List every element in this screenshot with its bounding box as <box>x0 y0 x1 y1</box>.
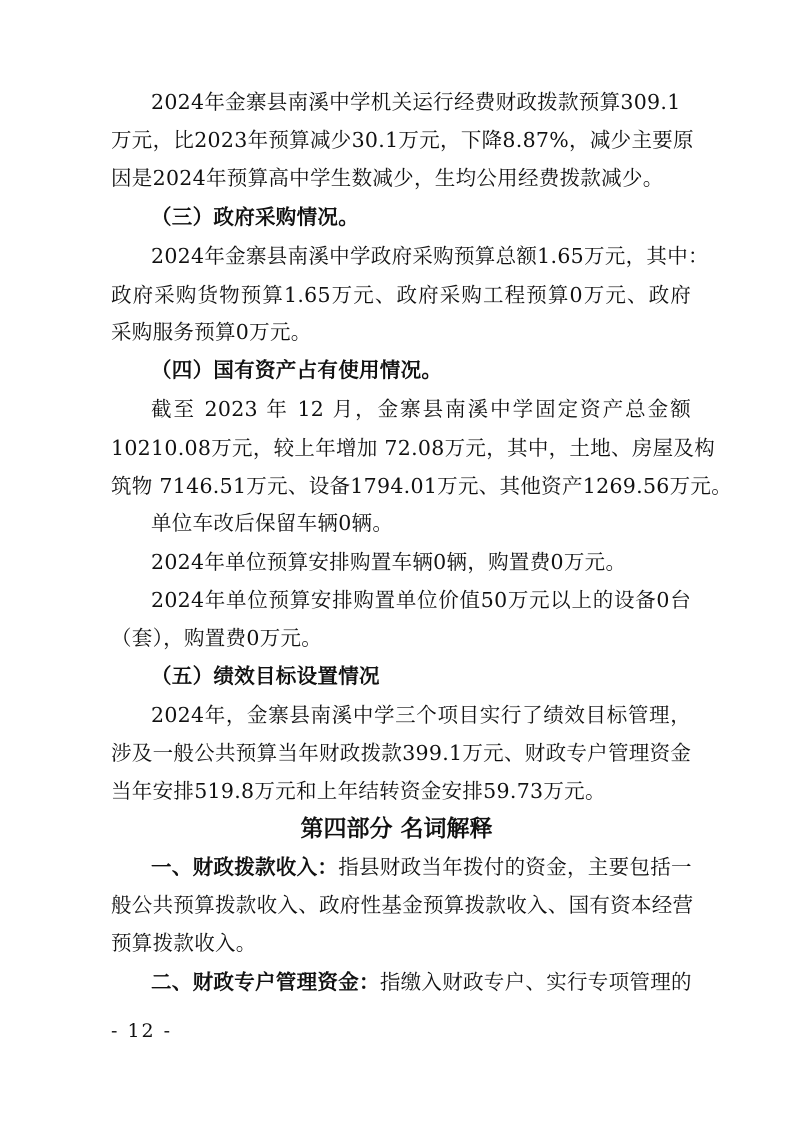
paragraph-text: 当年安排519.8万元和上年结转资金安排59.73万元。 <box>111 779 606 803</box>
paragraph-text: 2024年金寨县南溪中学政府采购预算总额1.65万元，其中： <box>151 244 709 268</box>
paragraph-text: 单位车改后保留车辆0辆。 <box>151 511 394 535</box>
definition-term: 一、财政拨款收入： <box>151 855 339 879</box>
definition-text: 预算拨款收入。 <box>111 931 257 955</box>
paragraph-text: 采购服务预算0万元。 <box>111 320 312 344</box>
paragraph-text: 2024年单位预算安排购置车辆0辆，购置费0万元。 <box>151 550 627 574</box>
subsection-heading: （五）绩效目标设置情况 <box>151 664 380 688</box>
subsection-heading: （四）国有资产占有使用情况。 <box>151 358 443 382</box>
paragraph-text: （套），购置费0万元。 <box>111 626 323 650</box>
paragraph-text: 万元，比2023年预算减少30.1万元，下降8.87%，减少主要原 <box>111 128 694 152</box>
definition-text: 指缴入财政专户、实行专项管理的 <box>379 970 692 994</box>
page-number: - 12 - <box>111 1020 173 1042</box>
definition-text: 般公共预算拨款收入、政府性基金预算拨款收入、国有资本经营 <box>111 893 694 917</box>
paragraph-text: 2024年金寨县南溪中学机关运行经费财政拨款预算309.1 <box>151 90 681 114</box>
paragraph-text: 筑物 7146.51万元、设备1794.01万元、其他资产1269.56万元。 <box>111 474 733 498</box>
subsection-heading: （三）政府采购情况。 <box>151 205 359 229</box>
paragraph-text: 涉及一般公共预算当年财政拨款399.1万元、财政专户管理资金 <box>111 741 692 765</box>
paragraph-text: 2024年，金寨县南溪中学三个项目实行了绩效目标管理， <box>151 703 691 727</box>
paragraph-text: 截至 2023 年 12 月，金寨县南溪中学固定资产总金额 <box>151 397 691 421</box>
paragraph-text: 10210.08万元，较上年增加 72.08万元，其中，土地、房屋及构 <box>111 436 716 460</box>
definition-line <box>151 853 691 881</box>
section-title: 第四部分 名词解释 <box>300 816 493 842</box>
paragraph-text: 政府采购货物预算1.65万元、政府采购工程预算0万元、政府 <box>111 283 691 307</box>
definition-line <box>151 968 691 996</box>
definition-text: 指县财政当年拨付的资金，主要包括一 <box>338 855 692 879</box>
definition-term: 二、财政专户管理资金： <box>151 970 380 994</box>
paragraph-text: 2024年单位预算安排购置单位价值50万元以上的设备0台 <box>151 588 691 612</box>
paragraph-text: 因是2024年预算高中学生数减少，生均公用经费拨款减少。 <box>111 166 664 190</box>
